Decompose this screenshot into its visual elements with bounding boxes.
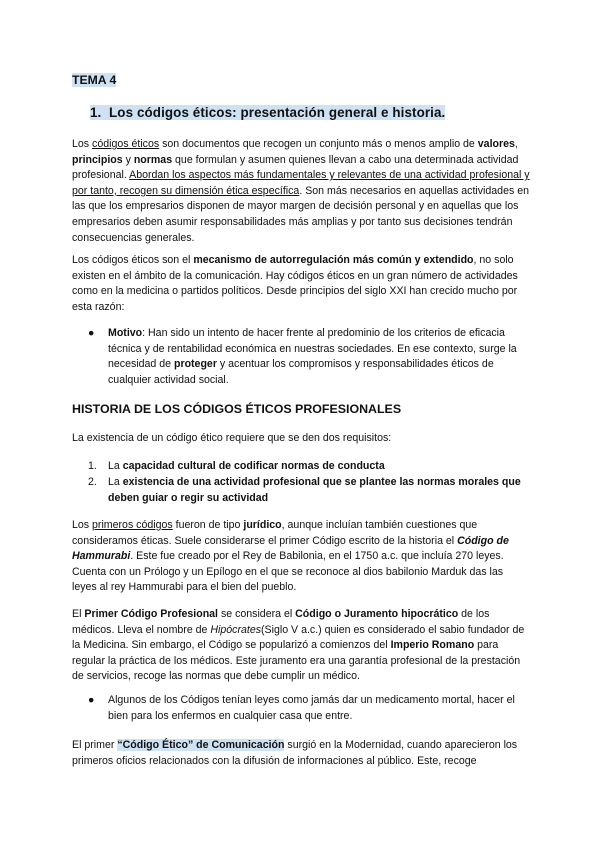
bullet-dot: ●: [88, 694, 95, 706]
bullet-motivo: ● Motivo: Han sido un intento de hacer frente al predominio de los criterios de eficacia técnica y de rentabilidad económica en nuestras sociedades. En ese contexto, surge la necesidad de proteger y acentuar los compromisos y responsabilidades éticos de cualquier actividad social.: [88, 327, 517, 386]
paragraph-requisitos: La existencia de un código ético requiere que se den dos requisitos:: [72, 432, 392, 444]
requisito-item: 2. La existencia de una actividad profesional que se plantee las normas morales que deben guiar o regir su actividad: [88, 476, 521, 504]
bullet-leyes: ● Algunos de los Códigos tenían leyes como jamás dar un medicamento mortal, hacer el bien para los enfermos en cualquier casa que entre.: [88, 694, 515, 722]
paragraph-definition: Los códigos éticos son documentos que recogen un conjunto más o menos amplio de valores, principios y normas que formulan y asumen quienes llevan a cabo una determinada actividad profesional. Abordan los aspectos más fundamentales y relevantes de una actividad profesional y por tanto, recogen su dimensión ética específica. Son más necesarios en aquellas actividades en las que los empresarios disponen de mayor margen de decisión personal y en aquellas que los empresarios deben asumir responsabilidades más amplias y por tanto sus decisiones tendrán consecuencias generales.: [72, 138, 530, 244]
paragraph-primeros-codigos: Los primeros códigos fueron de tipo jurídico, aunque incluían también cuestiones que consideramos éticas. Suele considerarse el primer Código escrito de la historia el Código de Hammurabi. Este fue creado por el Rey de Babilonia, en el 1750 a.c. que incluía 270 leyes. Cuenta con un Prólogo y un Epílogo en el que se reconoce al dios babilonio Marduk das las leyes al rey Hammurabi para el bien del pueblo.: [72, 519, 509, 594]
requisito-item: 1. La capacidad cultural de codificar normas de conducta: [88, 460, 385, 472]
paragraph-codigo-comunicacion: El primer “Código Ético” de Comunicación surgió en la Modernidad, cuando aparecieron los primeros oficios relacionados con la difusión de informaciones al público. Este, recoge: [72, 739, 518, 767]
tema-label: TEMA 4: [72, 73, 117, 87]
section-number: 1.: [90, 105, 102, 120]
tema-heading: [72, 72, 116, 88]
section-heading: [90, 104, 445, 122]
paragraph-autorregulacion: Los códigos éticos son el mecanismo de autorregulación más común y extendido, no solo existen en el ámbito de la comunicación. Hay códigos éticos en un gran número de actividades como en la medicina o partidos políticos. Desde principios del siglo XXI han crecido mucho por esta razón:: [72, 254, 518, 313]
history-heading: HISTORIA DE LOS CÓDIGOS ÉTICOS PROFESIONALES: [72, 402, 402, 416]
section-heading-text: [90, 105, 445, 120]
paragraph-primer-codigo-profesional: El Primer Código Profesional se considera el Código o Juramento hipocrático de los médicos. Lleva el nombre de Hipócrates(Siglo V a.c.) quien es considerado el sabio fundador de la Medicina. Sin embargo, el Código se popularizó a comienzos del Imperio Romano para regular la práctica de los médicos. Este juramento era una garantía profesional de la prestación de servicios, recoge las normas que debe cumplir un médico.: [72, 608, 525, 683]
section-title: Los códigos éticos: presentación general e historia.: [109, 105, 446, 120]
bullet-dot: ●: [88, 327, 95, 339]
